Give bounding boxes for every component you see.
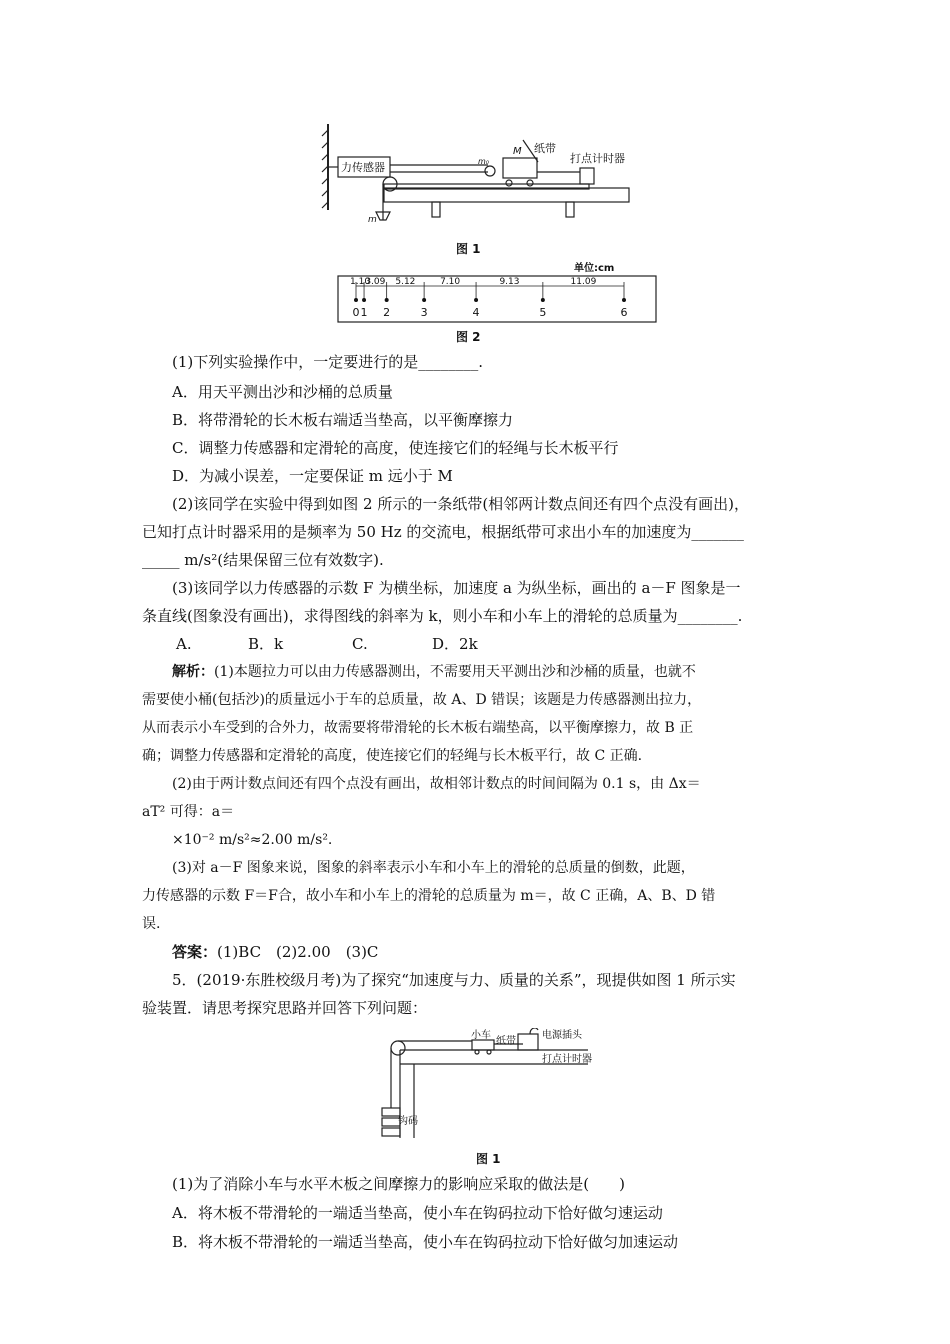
figure-1-apparatus: [318, 120, 638, 230]
answer-label: 答案：: [172, 943, 218, 961]
plug-label: 电源插头: [542, 1030, 582, 1041]
figure-3-apparatus: [378, 1028, 608, 1148]
tape-point: [474, 298, 478, 302]
analysis-line8: (3)对 a－F 图象来说，图象的斜率表示小车和小车上的滑轮的总质量的倒数，此题，: [172, 860, 695, 876]
q3-option-b: B．k: [248, 635, 284, 653]
tape-point-label: 0: [352, 306, 360, 319]
tape-segment-label: 7.10: [440, 277, 461, 287]
timer3-label: 打点计时器: [542, 1054, 592, 1065]
tape-point: [385, 298, 389, 302]
tape-point: [622, 298, 626, 302]
q2-line3: _____ m/s²(结果保留三位有效数字).: [142, 551, 384, 569]
analysis-line9: 力传感器的示数 F＝F合，故小车和小车上的滑轮的总质量为 m＝，故 C 正确，A、B、D 错: [142, 888, 716, 904]
analysis-line2: 需要使小桶(包括沙)的质量远小于车的总质量，故 A、D 错误；该题是力传感器测出拉力，: [142, 692, 702, 708]
tape-point: [362, 298, 366, 302]
q5-1-option-b: B．将木板不带滑轮的一端适当垫高，使小车在钩码拉动下恰好做匀加速运动: [172, 1233, 679, 1251]
tape-point-label: 4: [472, 306, 480, 319]
analysis-line6: aT² 可得：a＝: [142, 804, 235, 820]
tape-point-label: 6: [620, 306, 628, 319]
tape-point-label: 2: [383, 306, 391, 319]
analysis-line3: 从而表示小车受到的合外力，故需要将带滑轮的长木板右端垫高，以平衡摩擦力，故 B 正: [142, 720, 694, 736]
q3-option-c: C.: [352, 635, 368, 653]
q1-option-c: C．调整力传感器和定滑轮的高度，使连接它们的轻绳与长木板平行: [172, 439, 619, 457]
figure-1-caption: 图 1: [456, 242, 481, 256]
tape-point: [354, 298, 358, 302]
tape-segment-label: 9.13: [499, 277, 520, 287]
q5-line1: 5．(2019·东胜校级月考)为了探究“加速度与力、质量的关系”，现提供如图 1 所示实: [172, 971, 736, 989]
figure-2-caption: 图 2: [456, 330, 481, 344]
q2-line1: (2)该同学在实验中得到如图 2 所示的一条纸带(相邻两计数点间还有四个点没有画出)，: [172, 495, 750, 513]
figure-2-tape: [336, 258, 658, 324]
q1-stem: (1)下列实验操作中，一定要进行的是________.: [172, 353, 484, 371]
hook-label: 钩码: [398, 1116, 418, 1127]
q1-option-b: B．将带滑轮的长木板右端适当垫高，以平衡摩擦力: [172, 411, 514, 429]
q1-option-d: D．为减小误差，一定要保证 m 远小于 M: [172, 467, 453, 485]
tape-point-label: 3: [420, 306, 428, 319]
answer-text: (1)BC (2)2.00 (3)C: [217, 943, 379, 961]
q3-option-d: D．2k: [432, 635, 478, 653]
q5-line2: 验装置．请思考探究思路并回答下列问题：: [142, 999, 428, 1017]
tape-segment-label: 5.12: [395, 277, 416, 287]
timer-label: 打点计时器: [570, 152, 625, 165]
m-label: m: [368, 215, 377, 225]
tape3-label: 纸带: [496, 1036, 516, 1047]
force-sensor-label: 力传感器: [341, 161, 385, 174]
M-label: M: [513, 146, 522, 157]
analysis-text1: (1)本题拉力可以由力传感器测出，不需要用天平测出沙和沙桶的质量，也就不: [214, 664, 696, 680]
m0-label: m₀: [478, 157, 489, 166]
q3-option-a: A.: [176, 635, 192, 653]
q5-1-stem: (1)为了消除小车与水平木板之间摩擦力的影响应采取的做法是( ): [172, 1175, 625, 1193]
tape-point-label: 1: [360, 306, 368, 319]
analysis-label: 解析：: [172, 664, 214, 680]
analysis-line4: 确；调整力传感器和定滑轮的高度，使连接它们的轻绳与长木板平行，故 C 正确.: [142, 748, 643, 764]
unit-label: 单位:cm: [574, 263, 615, 274]
figure-3-caption: 图 1: [476, 1152, 501, 1166]
q2-line2: 已知打点计时器采用的是频率为 50 Hz 的交流电，根据纸带可求出小车的加速度为_______: [142, 523, 744, 541]
tape-segment-label: 3.09: [365, 277, 386, 287]
q5-1-option-a: A．将木板不带滑轮的一端适当垫高，使小车在钩码拉动下恰好做匀速运动: [172, 1204, 663, 1222]
analysis-line7: ×10⁻² m/s²≈2.00 m/s².: [172, 832, 333, 848]
q3-line2: 条直线(图象没有画出)，求得图线的斜率为 k，则小车和小车上的滑轮的总质量为________.: [142, 607, 743, 625]
analysis-line1: [172, 662, 696, 682]
tape-point-label: 5: [539, 306, 547, 319]
tape-point: [422, 298, 426, 302]
cart-label: 小车: [471, 1030, 491, 1041]
tape-segment-label: 11.09: [570, 277, 597, 287]
q1-option-a: A．用天平测出沙和沙桶的总质量: [172, 383, 393, 401]
answer-line: [172, 942, 378, 962]
tape-segment-label: 1.10: [350, 277, 371, 287]
q3-line1: (3)该同学以力传感器的示数 F 为横坐标，加速度 a 为纵坐标，画出的 a－F 图象是一: [172, 579, 741, 597]
analysis-line5: (2)由于两计数点间还有四个点没有画出，故相邻计数点的时间间隔为 0.1 s，由 Δx＝: [172, 776, 701, 792]
analysis-line10: 误.: [142, 916, 161, 932]
tape-point: [541, 298, 545, 302]
tape-label: 纸带: [534, 142, 556, 155]
